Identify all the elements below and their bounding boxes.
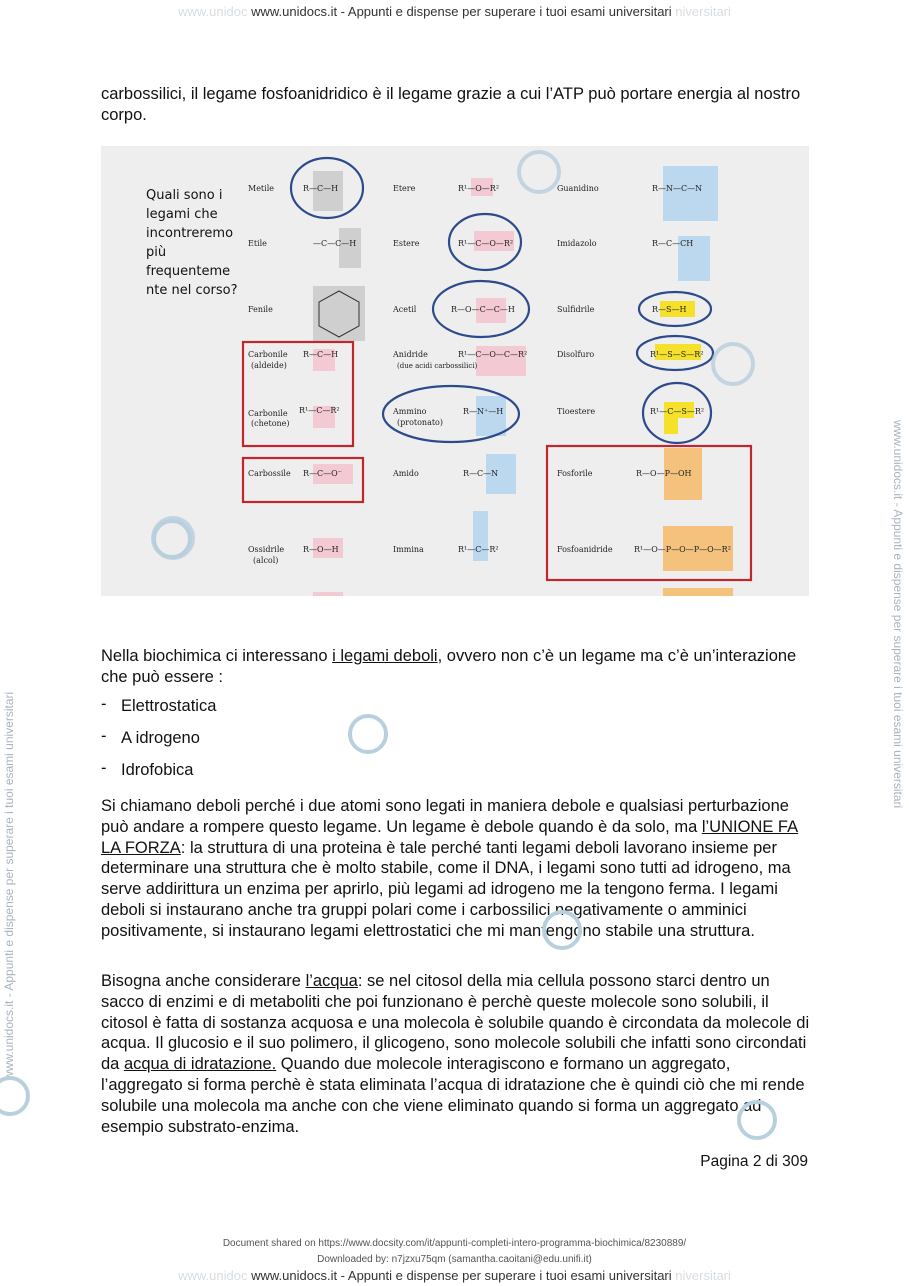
group-sub: (aldeide) [251, 361, 287, 370]
group-sub: (chetone) [251, 419, 290, 428]
list-item-label: A idrogeno [121, 729, 200, 747]
watermark-logo-icon [713, 344, 753, 384]
group-name: Carbonile [248, 350, 288, 359]
group-name: Ossidrile [248, 545, 285, 554]
phenyl-fill [313, 286, 365, 341]
header-ghost-right: niversitari [675, 4, 731, 19]
group-formula: R¹—O—P—O—P—O—R² [634, 545, 731, 554]
group-name: Imidazolo [557, 239, 597, 248]
group-formula: R¹—S—S—R² [650, 350, 704, 359]
para3-middle: : se nel citosol della mia cellula possono starci dentro un sacco di enzimi e di metaboliti che poi funzionano è perchè queste molecole sono solubili, il citosol è fatta di sostanza acquosa e una molecola è solubile quando è circondata da molecole di acqua. Il glucosio e il suo polimero, il glicogeno, sono molecole solubili che infatti sono circondati da [101, 972, 810, 1074]
thioester-fill-2 [664, 418, 678, 434]
weak-bonds-explanation [101, 796, 811, 942]
amino-fill [476, 396, 506, 436]
question-line: incontreremo [146, 226, 234, 241]
functional-groups-figure [101, 146, 809, 596]
group-formula: R¹—O—R² [458, 184, 500, 193]
group-name: Amido [393, 469, 419, 478]
group-name: Guanidino [557, 184, 599, 193]
group-name: Fosforile [557, 469, 593, 478]
left-side-watermark: www.unidocs.it - Appunti e dispense per superare i tuoi esami universitari [2, 691, 16, 1080]
footer-ghost-left: www.unidoc [178, 1268, 248, 1283]
group-name: Anidride [393, 350, 428, 359]
group-formula: R—C—H [303, 184, 339, 193]
group-sub: (alcol) [253, 556, 279, 565]
group-formula: R—O—H [303, 545, 339, 554]
footer-shared-line: Document shared on https://www.docsity.com/it/appunti-completi-intero-programma-biochimica/8230889/ [222, 1238, 687, 1249]
header-ghost-left: www.unidoc [178, 4, 248, 19]
list-item: - Idrofobica [101, 759, 194, 779]
group-name: Metile [248, 184, 274, 193]
group-formula: R¹—C—O—R² [458, 239, 514, 248]
group-formula: R—C—CH [652, 239, 694, 248]
group-formula: R—N—C—N [652, 184, 703, 193]
weak-bonds-paragraph [101, 646, 811, 688]
para3-underlined-hydration: acqua di idratazione. [123, 1055, 277, 1074]
group-name: Tioestere [557, 407, 596, 416]
para3-underlined-water: l’acqua [305, 972, 358, 990]
watermark-logo-icon [735, 1098, 779, 1142]
group-formula: R—C—O⁻ [303, 469, 342, 478]
question-line: legami che [146, 207, 218, 222]
group-name: Estere [393, 239, 420, 248]
page-header [0, 4, 909, 19]
bottom-orange-fill [663, 588, 733, 596]
group-name: Etere [393, 184, 416, 193]
footer-watermark-text: www.unidocs.it - Appunti e dispense per superare i tuoi esami universitari [251, 1268, 672, 1283]
list-item: - A idrogeno [101, 727, 200, 747]
group-name: Sulfidrile [557, 305, 595, 314]
list-item-label: Idrofobica [121, 761, 194, 779]
question-line: nte nel corso? [146, 283, 238, 298]
group-formula: R—O—C—C—H [451, 305, 515, 314]
group-sub: (due acidi carbossilici) [397, 362, 478, 370]
ethyl-fill [339, 228, 361, 268]
header-watermark-text: www.unidocs.it - Appunti e dispense per superare i tuoi esami universitari [251, 4, 672, 19]
watermark-logo-icon [346, 712, 390, 756]
group-name: Carbonile [248, 409, 288, 418]
group-formula: R—C—N [463, 469, 499, 478]
question-line: Quali sono i [146, 188, 223, 203]
watermark-logo-icon [540, 908, 584, 952]
group-name: Ammino [393, 407, 427, 416]
footer-downloaded-line: Downloaded by: n7jzxu75qm (samantha.caoitani@edu.unifi.it) [317, 1254, 592, 1265]
group-name: Fenile [248, 305, 273, 314]
page-number: Pagina 2 di 309 [700, 1153, 808, 1170]
group-name: Acetil [393, 305, 417, 314]
para3-after: Quando due molecole interagiscono e formano un aggregato, l’aggregato si forma perchè è stata eliminata l’acqua di idratazione che è quindi ciò che mi rende solubile una molecola ma anche con che viene eliminato quando si forma un aggregato ad esempio substrato-enzima. [101, 1055, 805, 1136]
interaction-list [101, 697, 216, 793]
group-formula: R¹—C—O—C—R² [458, 350, 528, 359]
group-formula: R—S—H [652, 305, 687, 314]
intro-paragraph: carbossilici, il legame fosfoanidridico è il legame grazie a cui l’ATP può portare energia al nostro corpo. [101, 85, 801, 124]
group-formula: R—C—H [303, 350, 339, 359]
footer-watermark [0, 1268, 909, 1283]
right-side-watermark: www.unidocs.it - Appunti e dispense per superare i tuoi esami universitari [891, 420, 905, 809]
functional-groups-diagram [101, 146, 809, 596]
list-item-label: Elettrostatica [121, 697, 217, 715]
para2-underlined: l’UNIONE FA LA FORZA [101, 817, 799, 857]
bottom-pink-fill [313, 592, 343, 596]
para2-before: Si chiamano deboli perché i due atomi sono legati in maniera debole e qualsiasi perturbazione può andare a rompere questo legame. Un legame è debole quando è da solo, ma [101, 797, 789, 836]
watermark-logo-icon [519, 152, 559, 192]
question-line: più [146, 245, 167, 260]
footer-ghost-right: niversitari [675, 1268, 731, 1283]
list-item: - Elettrostatica [101, 695, 217, 715]
weak-bonds-after: , ovvero non c’è un legame ma c’è un’interazione che può essere : [101, 647, 797, 686]
group-formula: —C—C—H [313, 239, 357, 248]
group-formula: R¹—C—S—R² [650, 407, 705, 416]
group-name: Fosfoanidride [557, 545, 613, 554]
group-name: Carbossile [248, 469, 291, 478]
watermark-logo-icon [150, 517, 194, 561]
guanidino-fill [663, 166, 718, 221]
group-formula: R—N⁺—H [463, 407, 504, 416]
group-name: Immina [393, 545, 424, 554]
watermark-logo-icon [0, 1074, 32, 1118]
group-formula: R¹—C—R² [299, 406, 340, 415]
question-line: frequenteme [146, 264, 231, 279]
para2-after: : la struttura di una proteina è tale perché tanti legami deboli lavorano insieme per determinare una struttura che è molto stabile, come il DNA, i legami sono tutti ad idrogeno, ma serve addirittura un enzima per aprirlo, più legami ad idrogeno me la tengono ferma. I legami deboli si instaurano anche tra gruppi polari come i carbossilici negativamente o amminici positivamente, si instaurano legami elettrostatici che mi mantengono stabile una struttura. [101, 838, 791, 940]
group-name: Disolfuro [557, 350, 595, 359]
water-paragraph [101, 971, 811, 1137]
group-name: Etile [248, 239, 267, 248]
weak-bonds-link: i legami deboli [332, 647, 438, 665]
group-formula: R¹—C—R² [458, 545, 499, 554]
para3-before: Bisogna anche considerare [101, 972, 306, 990]
figure-question [146, 188, 238, 298]
group-sub: (protonato) [397, 418, 443, 427]
group-formula: R—O—P—OH [636, 469, 692, 478]
weak-bonds-before: Nella biochimica ci interessano [101, 647, 333, 665]
